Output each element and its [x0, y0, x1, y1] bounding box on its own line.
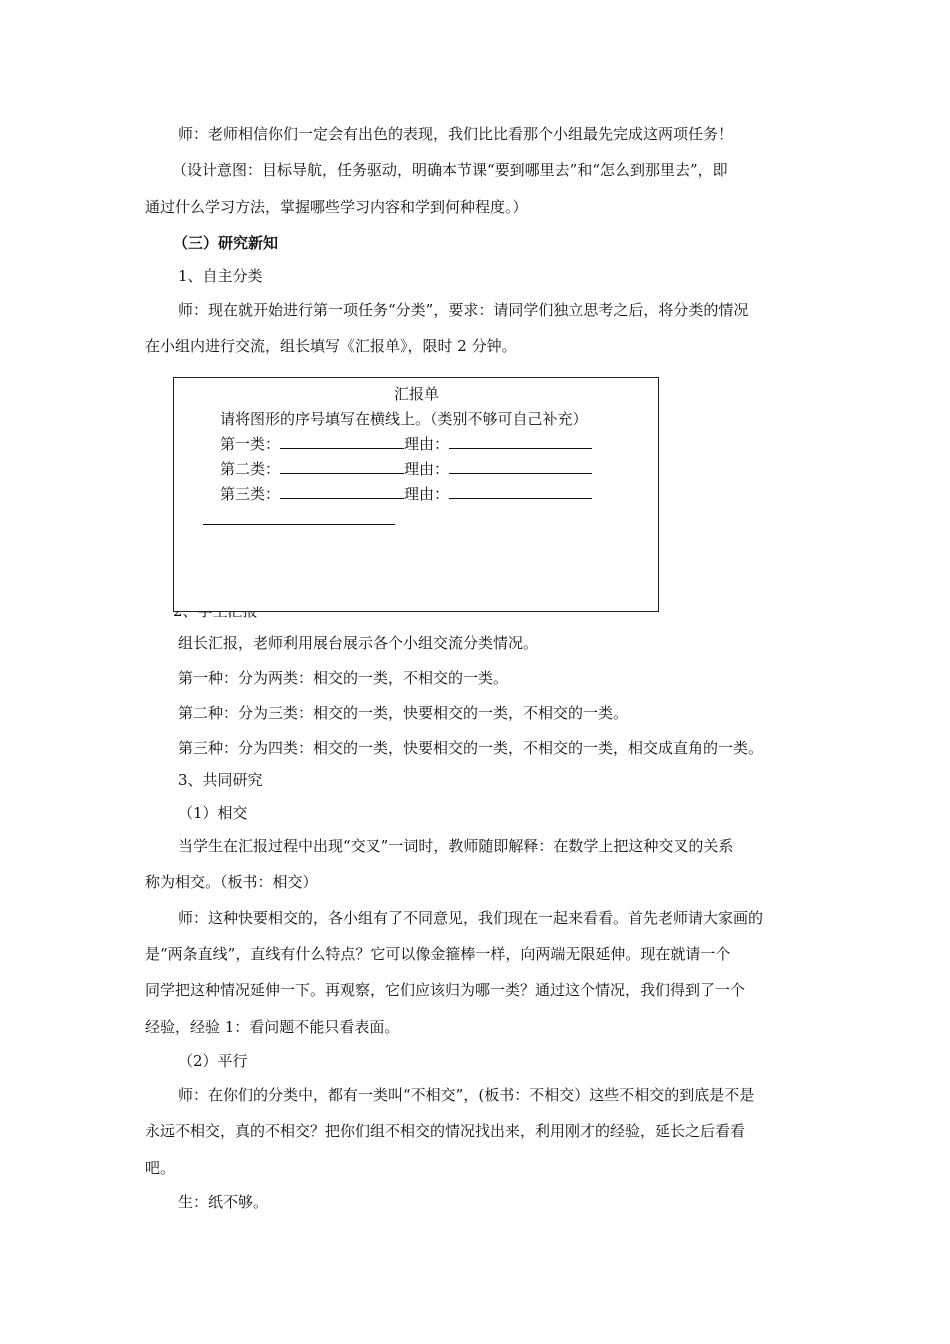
paragraph: 师：老师相信你们一定会有出色的表现，我们比比看那个小组最先完成这两项任务！ [178, 125, 734, 143]
list-item: 第二种：分为三类：相交的一类，快要相交的一类，不相交的一类。 [178, 704, 629, 722]
paragraph: 称为相交。（板书：相交） [145, 873, 318, 891]
paragraph: 经验，经验 1：看问题不能只看表面。 [145, 1018, 400, 1036]
paragraph: 当学生在汇报过程中出现“交叉”一词时，教师随即解释：在数学上把这种交叉的关系 [178, 837, 734, 855]
reason-blank[interactable] [449, 484, 592, 499]
reason-label: 理由： [404, 435, 450, 453]
answer-blank[interactable] [280, 459, 404, 474]
row-label: 第二类： [220, 460, 281, 478]
answer-blank[interactable] [280, 434, 404, 449]
reason-blank[interactable] [449, 459, 592, 474]
report-sheet [173, 377, 659, 612]
reason-blank[interactable] [449, 434, 592, 449]
report-instruction: 请将图形的序号填写在横线上。（类别不够可自己补充） [220, 410, 588, 428]
paragraph: 师：现在就开始进行第一项任务“分类”，要求：请同学们独立思考之后，将分类的情况 [178, 301, 749, 319]
paragraph: 生：纸不够。 [178, 1193, 269, 1211]
subsection-heading: 3、共同研究 [178, 771, 263, 789]
subsection-heading: （2）平行 [178, 1052, 248, 1070]
reason-label: 理由： [404, 485, 450, 503]
paragraph: 组长汇报，老师利用展台展示各个小组交流分类情况。 [178, 634, 539, 652]
subsection-heading: 1、自主分类 [178, 267, 263, 285]
paragraph: 吧。 [145, 1159, 176, 1177]
report-row [220, 434, 592, 454]
paragraph: 在小组内进行交流，组长填写《汇报单》，限时 2 分钟。 [145, 337, 517, 355]
paragraph: 永远不相交，真的不相交？把你们组不相交的情况找出来，利用刚才的经验，延长之后看看 [145, 1122, 746, 1140]
extra-blank[interactable] [203, 524, 395, 525]
section-heading: （三）研究新知 [173, 234, 279, 252]
paragraph: 通过什么学习方法，掌握哪些学习内容和学到何种程度。） [145, 198, 528, 216]
report-row [220, 484, 592, 504]
reason-label: 理由： [404, 460, 450, 478]
report-title: 汇报单 [394, 385, 440, 403]
paragraph: 师：这种快要相交的，各小组有了不同意见，我们现在一起来看看。首先老师请大家画的 [178, 909, 764, 927]
list-item: 第三种：分为四类：相交的一类，快要相交的一类，不相交的一类，相交成直角的一类。 [178, 739, 764, 757]
report-row [220, 459, 592, 479]
paragraph: 师：在你们的分类中，都有一类叫“不相交”，(板书：不相交）这些不相交的到底是不是 [178, 1086, 755, 1104]
paragraph: 同学把这种情况延伸一下。再观察，它们应该归为哪一类？通过这个情况，我们得到了一个 [145, 981, 746, 999]
answer-blank[interactable] [280, 484, 404, 499]
row-label: 第一类： [220, 435, 281, 453]
row-label: 第三类： [220, 485, 281, 503]
paragraph: （设计意图：目标导航，任务驱动，明确本节课“要到哪里去”和“怎么到那里去”，即 [172, 161, 728, 179]
subsection-heading: （1）相交 [178, 804, 248, 822]
paragraph: 是“两条直线”，直线有什么特点？它可以像金箍棒一样，向两端无限延伸。现在就请一个 [145, 945, 731, 963]
list-item: 第一种：分为两类：相交的一类，不相交的一类。 [178, 669, 509, 687]
